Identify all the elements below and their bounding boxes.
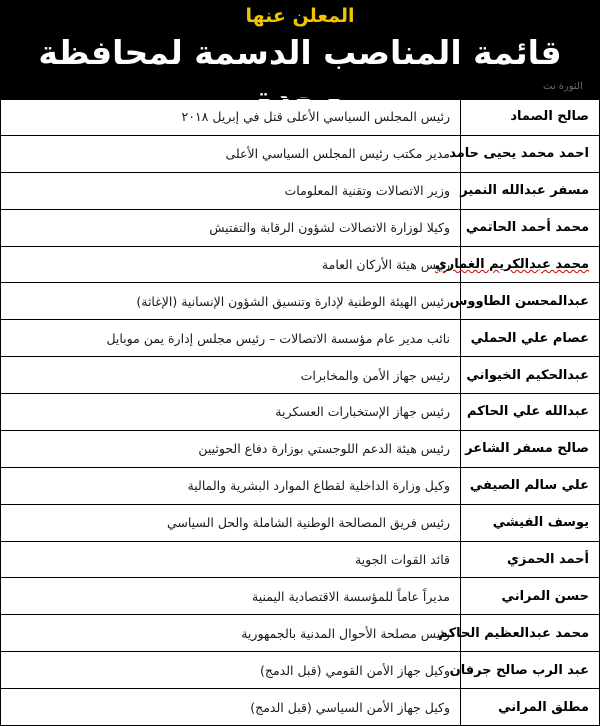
person-name: يوسف الفيشي [461, 504, 600, 541]
table-row [1, 99, 600, 136]
table-row [1, 652, 600, 689]
person-name: أحمد الحمزي [461, 541, 600, 578]
person-name [434, 246, 600, 283]
position-title: وكيل وزارة الداخلية لقطاع الموارد البشرية والمالية [1, 467, 461, 504]
table-row [1, 467, 600, 504]
source-watermark: الثورة نت [543, 81, 583, 92]
table-row [1, 430, 600, 467]
position-title: رئيس مصلحة الأحوال المدنية بالجمهورية [1, 615, 461, 652]
table-row [1, 615, 600, 652]
person-name: عبدالحكيم الخيواني [461, 357, 600, 394]
position-title: رئيس جهاز الأمن والمخابرات [1, 357, 461, 394]
person-name: عبدالله علي الحاكم [461, 394, 600, 431]
position-title: رئيس هيئة الدعم اللوجستي بوزارة دفاع الحوثيين [1, 430, 461, 467]
position-title: وكيلا لوزارة الاتصالات لشؤون الرقابة والتفتيش [1, 209, 461, 246]
person-name: احمد محمد يحيى حامد [461, 135, 600, 172]
position-title: رئيس جهاز الإستخبارات العسكرية [1, 394, 461, 431]
person-name: عبدالمحسن الطاووس [461, 283, 600, 320]
spellcheck-underline: محمد عبدالكريم الغماري [434, 256, 589, 272]
position-title: وزير الاتصالات وتقنية المعلومات [1, 172, 461, 209]
person-name: صالح الصماد [461, 99, 600, 136]
table-row [1, 578, 600, 615]
table-row [1, 135, 600, 172]
position-title: مدير مكتب رئيس المجلس السياسي الأعلى [1, 135, 461, 172]
position-title: رئيس الهيئة الوطنية لإدارة وتنسيق الشؤون الإنسانية (الإغاثة) [1, 283, 461, 320]
person-name: مطلق المراني [461, 689, 600, 726]
position-title: نائب مدير عام مؤسسة الاتصالات – رئيس مجلس إدارة يمن موبايل [1, 320, 461, 357]
person-name: محمد عبدالعظيم الحاكم [461, 615, 600, 652]
table-row [1, 172, 600, 209]
header-title: قائمة المناصب الدسمة لمحافظة صعدة [38, 33, 562, 118]
position-title: رئيس المجلس السياسي الأعلى قتل في إبريل ٢٠١٨ [1, 99, 461, 136]
position-title: مديراً عاماً للمؤسسة الاقتصادية اليمنية [1, 578, 461, 615]
table-row [1, 246, 600, 283]
header-subtitle: المعلن عنها [245, 5, 355, 27]
person-name: عبد الرب صالح جرفان [461, 652, 600, 689]
position-title: رئيس هيئة الأركان العامة [1, 246, 461, 283]
table-row [1, 541, 600, 578]
person-name: مسفر عبدالله النمير [461, 172, 600, 209]
table-row [1, 504, 600, 541]
table-row [1, 357, 600, 394]
person-name: محمد أحمد الحاتمي [461, 209, 600, 246]
table-row [1, 320, 600, 357]
person-name: حسن المراني [461, 578, 600, 615]
table-row [1, 283, 600, 320]
person-name: علي سالم الصيفي [461, 467, 600, 504]
person-name: عصام علي الحملي [461, 320, 600, 357]
table-row [1, 394, 600, 431]
position-title: رئيس فريق المصالحة الوطنية الشاملة والحل السياسي [1, 504, 461, 541]
table-row [1, 209, 600, 246]
position-title: وكيل جهاز الأمن القومي (قبل الدمج) [1, 652, 461, 689]
table-row [1, 689, 600, 726]
position-title: وكيل جهاز الأمن السياسي (قبل الدمج) [1, 689, 461, 726]
person-name: صالح مسفر الشاعر [461, 430, 600, 467]
positions-table [0, 98, 600, 726]
position-title: قائد القوات الجوية [1, 541, 461, 578]
